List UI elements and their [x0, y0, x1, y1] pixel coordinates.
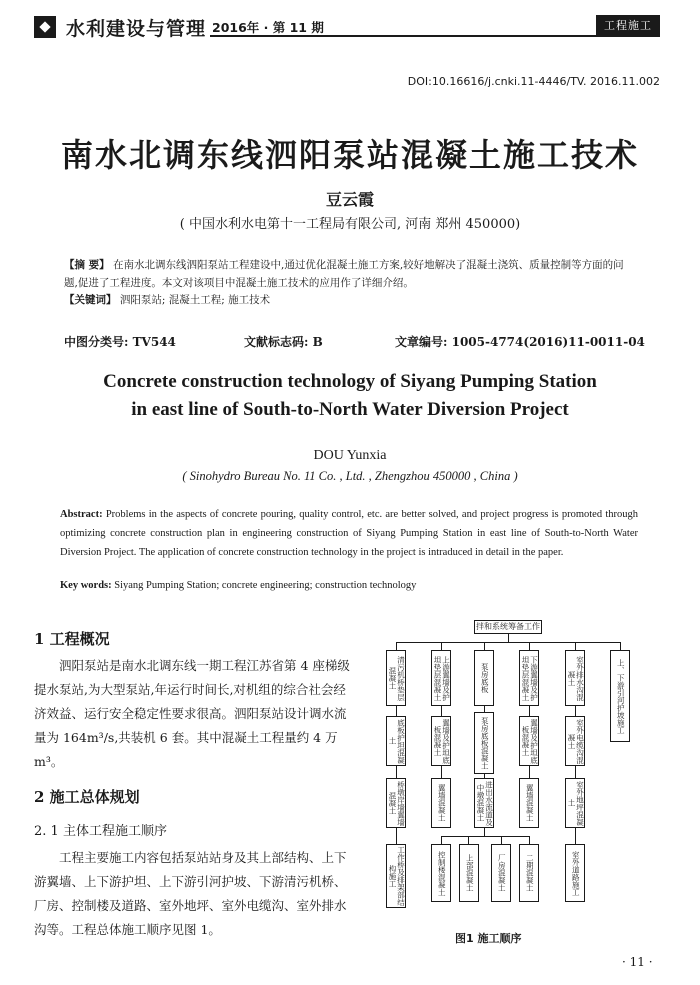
section-2-1-heading: 2. 1 主体工程施工顺序	[34, 824, 167, 839]
flow-node-r2-5: 室外电缆沟混凝土	[565, 716, 585, 766]
connector	[441, 836, 530, 837]
abstract-zh-label: 【摘 要】	[64, 259, 110, 271]
abstract-zh	[64, 256, 632, 292]
connector	[396, 642, 397, 650]
paper-title-zh: 南水北调东线泗阳泵站混凝土施工技术	[60, 136, 639, 174]
journal-logo-icon	[34, 16, 56, 38]
flow-node-r1-2: 上游翼墙及护坦垫层混凝土	[431, 650, 451, 706]
flow-node-r1-4: 下游翼墙及护坦垫层混凝土	[519, 650, 539, 706]
paper-title-en-line1: Concrete construction technology of Siyang Pumping Station	[103, 371, 597, 392]
connector	[441, 706, 442, 716]
article-number: 文章编号: 1005-4774(2016)11-0011-04	[395, 335, 645, 349]
connector	[441, 766, 442, 778]
connector	[396, 642, 621, 643]
section-1-heading: 1 工程概况	[34, 630, 110, 648]
flow-node-r1-3: 泵房底板	[474, 650, 494, 706]
author-zh: 豆云霞	[325, 190, 374, 209]
connector	[441, 642, 442, 650]
connector	[396, 766, 397, 778]
document-code: 文献标志码: B	[244, 335, 323, 349]
abstract-en	[60, 505, 638, 562]
connector	[468, 836, 469, 844]
flow-node-r4-2: 控制楼混凝土	[431, 844, 451, 902]
flow-node-r1-6: 上、下游引河护坡施工	[610, 650, 630, 742]
connector	[529, 766, 530, 778]
keywords-en-label: Key words:	[60, 580, 112, 591]
paper-title-en-line2: in east line of South-to-North Water Diversion Project	[131, 399, 569, 420]
section-2-heading: 2 施工总体规划	[34, 788, 140, 806]
affiliation-zh: ( 中国水利水电第十一工程局有限公司, 河南 郑州 450000)	[179, 217, 521, 232]
flow-node-r2-2: 翼墙及护坦底板混凝土	[431, 716, 451, 766]
flow-node-r1-5: 室外排水沟混凝土	[565, 650, 585, 706]
section-2-paragraph: 工程主要施工内容包括泵站站身及其上部结构、上下游翼墙、上下游护坦、上下游引河护坡、下游清污机桥、厂房、控制楼及道路、室外地坪、室外电缆沟、室外排水沟等。工程总体施工顺序见图 1。	[34, 850, 347, 937]
flow-node-r2-4: 翼墙及护坦底板混凝土	[519, 716, 539, 766]
connector	[529, 642, 530, 650]
flow-node-top: 拌和系统筹备工作	[474, 620, 542, 634]
keywords-en-text: Siyang Pumping Station; concrete engineering; construction technology	[111, 580, 417, 591]
paper-title-en	[0, 368, 700, 424]
keywords-zh-text: 泗阳泵站; 混凝土工程; 施工技术	[119, 294, 271, 306]
header-rule	[210, 35, 596, 37]
section-tag: 工程施工	[596, 15, 660, 37]
connector	[575, 706, 576, 716]
connector	[501, 836, 502, 844]
connector	[575, 766, 576, 778]
connector	[529, 706, 530, 716]
flow-node-r1-1: 清污机桥垫层混凝土	[386, 650, 406, 706]
abstract-en-label: Abstract:	[60, 509, 103, 520]
flow-node-r2-1: 底板护坦混凝土	[386, 716, 406, 766]
flow-node-r4-6: 室外道路施工	[565, 844, 585, 902]
flow-node-r4-5: 二期混凝土	[519, 844, 539, 902]
connector	[529, 836, 530, 844]
flow-node-r4-4: 厂房混凝土	[491, 844, 511, 902]
connector	[484, 642, 485, 650]
flow-node-r4-1: 工作桥及排架部结构施工	[388, 846, 406, 906]
abstract-en-text: Problems in the aspects of concrete pouring, quality control, etc. are better solved, and project progress is promoted through optimizing concrete construction plan in engineering construction of Siyang Pumping Station in east line of South-to-North Water Diversion Project. The application of concrete construction technology in the project is intraduced in detail in the paper.	[60, 509, 638, 558]
flow-node-r3-5: 室外地坪混凝土	[565, 778, 585, 828]
connector	[620, 642, 621, 650]
figure-caption: 图1 施工顺序	[455, 932, 522, 945]
connector	[575, 642, 576, 650]
flow-node-r3-1: 桥墩岸墙翼墙混凝土	[386, 778, 406, 828]
abstract-zh-text: 在南水北调东线泗阳泵站工程建设中,通过优化混凝土施工方案,较好地解决了混凝土浇筑、质量控制等方面的问题,促进了工程进度。本文对该项目中混凝土施工技术的应用作了详细介绍。	[64, 259, 624, 289]
doi[interactable]: DOI:10.16616/j.cnki.11-4446/TV. 2016.11.002	[407, 75, 660, 88]
flow-node-r2-3: 泵房底板混凝土	[474, 712, 494, 774]
connector	[484, 828, 485, 836]
section-1-paragraph: 泗阳泵站是南水北调东线一期工程江苏省第 4 座梯级提水泵站,为大型泵站,年运行时间长,对机组的综合社会经济效益、运行安全稳定性要求很高。泗阳泵站设计调水流量为 164m³/s,共装机 6 套。其中混凝土工程量约 4 万 m³。	[34, 658, 350, 769]
flow-node-r4-3: 上部混凝土	[459, 844, 479, 902]
connector	[396, 706, 397, 716]
connector	[441, 836, 442, 844]
keywords-zh	[64, 292, 632, 307]
keywords-en	[60, 580, 638, 591]
keywords-zh-label: 【关键词】	[64, 294, 117, 306]
flow-node-r3-3: 进出水流道及中墩混凝土	[474, 778, 494, 828]
affiliation-en: ( Sinohydro Bureau No. 11 Co. , Ltd. , Zhengzhou 450000 , China )	[182, 469, 518, 483]
issue-info: 2016年 · 第 11 期	[212, 20, 324, 35]
clc-number: 中图分类号: TV544	[64, 335, 176, 349]
connector	[396, 828, 397, 844]
connector	[508, 634, 509, 642]
flow-node-r3-2: 翼墙混凝土	[431, 778, 451, 828]
flow-node-r3-4: 翼墙混凝土	[519, 778, 539, 828]
author-en: DOU Yunxia	[313, 448, 387, 463]
page-number: · 11 ·	[622, 955, 653, 969]
journal-name: 水利建设与管理	[66, 18, 207, 40]
connector	[575, 828, 576, 844]
